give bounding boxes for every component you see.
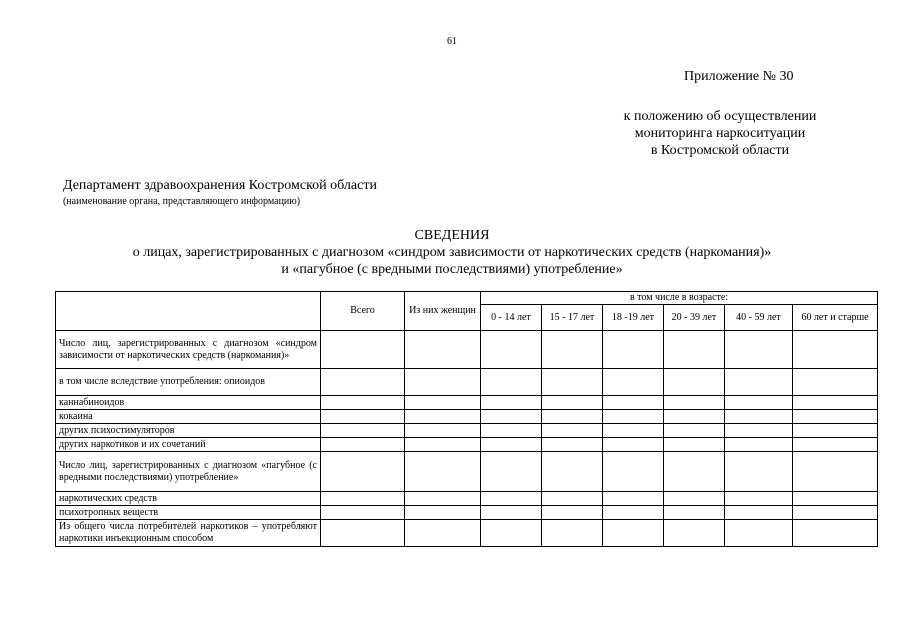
empty-data-cell bbox=[664, 424, 725, 438]
empty-data-cell bbox=[405, 410, 481, 424]
empty-data-cell bbox=[603, 452, 664, 492]
regulation-line: к положению об осуществлении bbox=[623, 109, 817, 124]
header-row bbox=[56, 292, 878, 305]
empty-data-cell bbox=[725, 452, 793, 492]
empty-data-cell bbox=[725, 520, 793, 547]
empty-data-cell bbox=[542, 410, 603, 424]
empty-data-cell bbox=[793, 410, 878, 424]
empty-data-cell bbox=[664, 520, 725, 547]
department-caption: (наименование органа, представляющего информацию) bbox=[63, 196, 301, 207]
table-row bbox=[56, 506, 878, 520]
empty-data-cell bbox=[542, 452, 603, 492]
header-women: Из них женщин bbox=[405, 292, 481, 331]
empty-data-cell bbox=[793, 424, 878, 438]
header-age-15-17: 15 - 17 лет bbox=[542, 305, 603, 331]
title-line: и «пагубное (с вредными последствиями) употребление» bbox=[281, 262, 623, 277]
row-label: других психостимуляторов bbox=[56, 424, 321, 438]
empty-data-cell bbox=[664, 369, 725, 396]
empty-data-cell bbox=[664, 506, 725, 520]
empty-data-cell bbox=[793, 520, 878, 547]
appendix-title: Приложение № 30 bbox=[684, 69, 794, 84]
empty-data-cell bbox=[664, 492, 725, 506]
empty-data-cell bbox=[542, 506, 603, 520]
empty-data-cell bbox=[793, 331, 878, 369]
header-age-18-19: 18 -19 лет bbox=[603, 305, 664, 331]
header-empty-cell bbox=[56, 292, 321, 331]
empty-data-cell bbox=[603, 369, 664, 396]
empty-data-cell bbox=[603, 424, 664, 438]
empty-data-cell bbox=[603, 410, 664, 424]
regulation-line: мониторинга наркоситуации bbox=[634, 126, 806, 141]
empty-data-cell bbox=[542, 424, 603, 438]
header-age-60-plus: 60 лет и старше bbox=[793, 305, 878, 331]
empty-data-cell bbox=[603, 520, 664, 547]
empty-data-cell bbox=[793, 506, 878, 520]
row-label: кокаина bbox=[56, 410, 321, 424]
empty-data-cell bbox=[793, 438, 878, 452]
empty-data-cell bbox=[603, 492, 664, 506]
empty-data-cell bbox=[542, 438, 603, 452]
empty-data-cell bbox=[405, 438, 481, 452]
header-total: Всего bbox=[321, 292, 405, 331]
page-number: 61 bbox=[447, 36, 457, 47]
row-label: каннабиноидов bbox=[56, 396, 321, 410]
table-row bbox=[56, 520, 878, 547]
empty-data-cell bbox=[725, 506, 793, 520]
empty-data-cell bbox=[321, 410, 405, 424]
empty-data-cell bbox=[793, 369, 878, 396]
table-row bbox=[56, 410, 878, 424]
empty-data-cell bbox=[542, 369, 603, 396]
empty-data-cell bbox=[542, 331, 603, 369]
data-table bbox=[55, 291, 878, 547]
empty-data-cell bbox=[321, 506, 405, 520]
empty-data-cell bbox=[481, 424, 542, 438]
empty-data-cell bbox=[321, 424, 405, 438]
table-row bbox=[56, 396, 878, 410]
empty-data-cell bbox=[321, 331, 405, 369]
table-row bbox=[56, 369, 878, 396]
table-row bbox=[56, 331, 878, 369]
row-label: в том числе вследствие употребления: опиоидов bbox=[56, 369, 321, 396]
row-label: наркотических средств bbox=[56, 492, 321, 506]
empty-data-cell bbox=[664, 438, 725, 452]
empty-data-cell bbox=[321, 369, 405, 396]
row-label: других наркотиков и их сочетаний bbox=[56, 438, 321, 452]
empty-data-cell bbox=[603, 438, 664, 452]
empty-data-cell bbox=[321, 396, 405, 410]
empty-data-cell bbox=[481, 369, 542, 396]
empty-data-cell bbox=[603, 331, 664, 369]
regulation-line: в Костромской области bbox=[650, 143, 790, 158]
title-line: СВЕДЕНИЯ bbox=[414, 228, 490, 243]
row-label: Из общего числа потребителей наркотиков – употребляют наркотики инъекционным способом bbox=[56, 520, 321, 547]
empty-data-cell bbox=[664, 410, 725, 424]
empty-data-cell bbox=[321, 520, 405, 547]
title-line: о лицах, зарегистрированных с диагнозом «синдром зависимости от наркотических средств (наркомания)» bbox=[132, 245, 772, 260]
empty-data-cell bbox=[664, 452, 725, 492]
header-age-20-39: 20 - 39 лет bbox=[664, 305, 725, 331]
regulation-reference bbox=[560, 108, 880, 159]
department-name: Департамент здравоохранения Костромской области bbox=[63, 178, 377, 193]
empty-data-cell bbox=[664, 396, 725, 410]
empty-data-cell bbox=[793, 396, 878, 410]
table-row bbox=[56, 452, 878, 492]
header-age-40-59: 40 - 59 лет bbox=[725, 305, 793, 331]
row-label: Число лиц, зарегистрированных с диагнозом «синдром зависимости от наркотических средств (наркомания)» bbox=[56, 331, 321, 369]
empty-data-cell bbox=[481, 492, 542, 506]
empty-data-cell bbox=[603, 506, 664, 520]
empty-data-cell bbox=[542, 520, 603, 547]
table-row bbox=[56, 424, 878, 438]
table-row bbox=[56, 438, 878, 452]
empty-data-cell bbox=[481, 396, 542, 410]
row-label: Число лиц, зарегистрированных с диагнозом «пагубное (с вредными последствиями) употребление» bbox=[56, 452, 321, 492]
empty-data-cell bbox=[725, 410, 793, 424]
empty-data-cell bbox=[603, 396, 664, 410]
empty-data-cell bbox=[481, 331, 542, 369]
header-age-0-14: 0 - 14 лет bbox=[481, 305, 542, 331]
header-age-group: в том числе в возрасте: bbox=[481, 292, 878, 305]
empty-data-cell bbox=[725, 438, 793, 452]
empty-data-cell bbox=[481, 520, 542, 547]
empty-data-cell bbox=[542, 396, 603, 410]
empty-data-cell bbox=[321, 438, 405, 452]
empty-data-cell bbox=[793, 452, 878, 492]
empty-data-cell bbox=[725, 492, 793, 506]
empty-data-cell bbox=[725, 424, 793, 438]
empty-data-cell bbox=[793, 492, 878, 506]
document-title bbox=[0, 227, 904, 278]
empty-data-cell bbox=[542, 492, 603, 506]
empty-data-cell bbox=[481, 410, 542, 424]
empty-data-cell bbox=[481, 438, 542, 452]
empty-data-cell bbox=[405, 520, 481, 547]
empty-data-cell bbox=[725, 369, 793, 396]
empty-data-cell bbox=[405, 331, 481, 369]
empty-data-cell bbox=[405, 396, 481, 410]
empty-data-cell bbox=[405, 452, 481, 492]
empty-data-cell bbox=[481, 506, 542, 520]
empty-data-cell bbox=[725, 396, 793, 410]
empty-data-cell bbox=[725, 331, 793, 369]
row-label: психотропных веществ bbox=[56, 506, 321, 520]
table-row bbox=[56, 492, 878, 506]
empty-data-cell bbox=[321, 492, 405, 506]
empty-data-cell bbox=[405, 369, 481, 396]
empty-data-cell bbox=[321, 452, 405, 492]
empty-data-cell bbox=[405, 492, 481, 506]
empty-data-cell bbox=[664, 331, 725, 369]
empty-data-cell bbox=[405, 424, 481, 438]
empty-data-cell bbox=[481, 452, 542, 492]
empty-data-cell bbox=[405, 506, 481, 520]
